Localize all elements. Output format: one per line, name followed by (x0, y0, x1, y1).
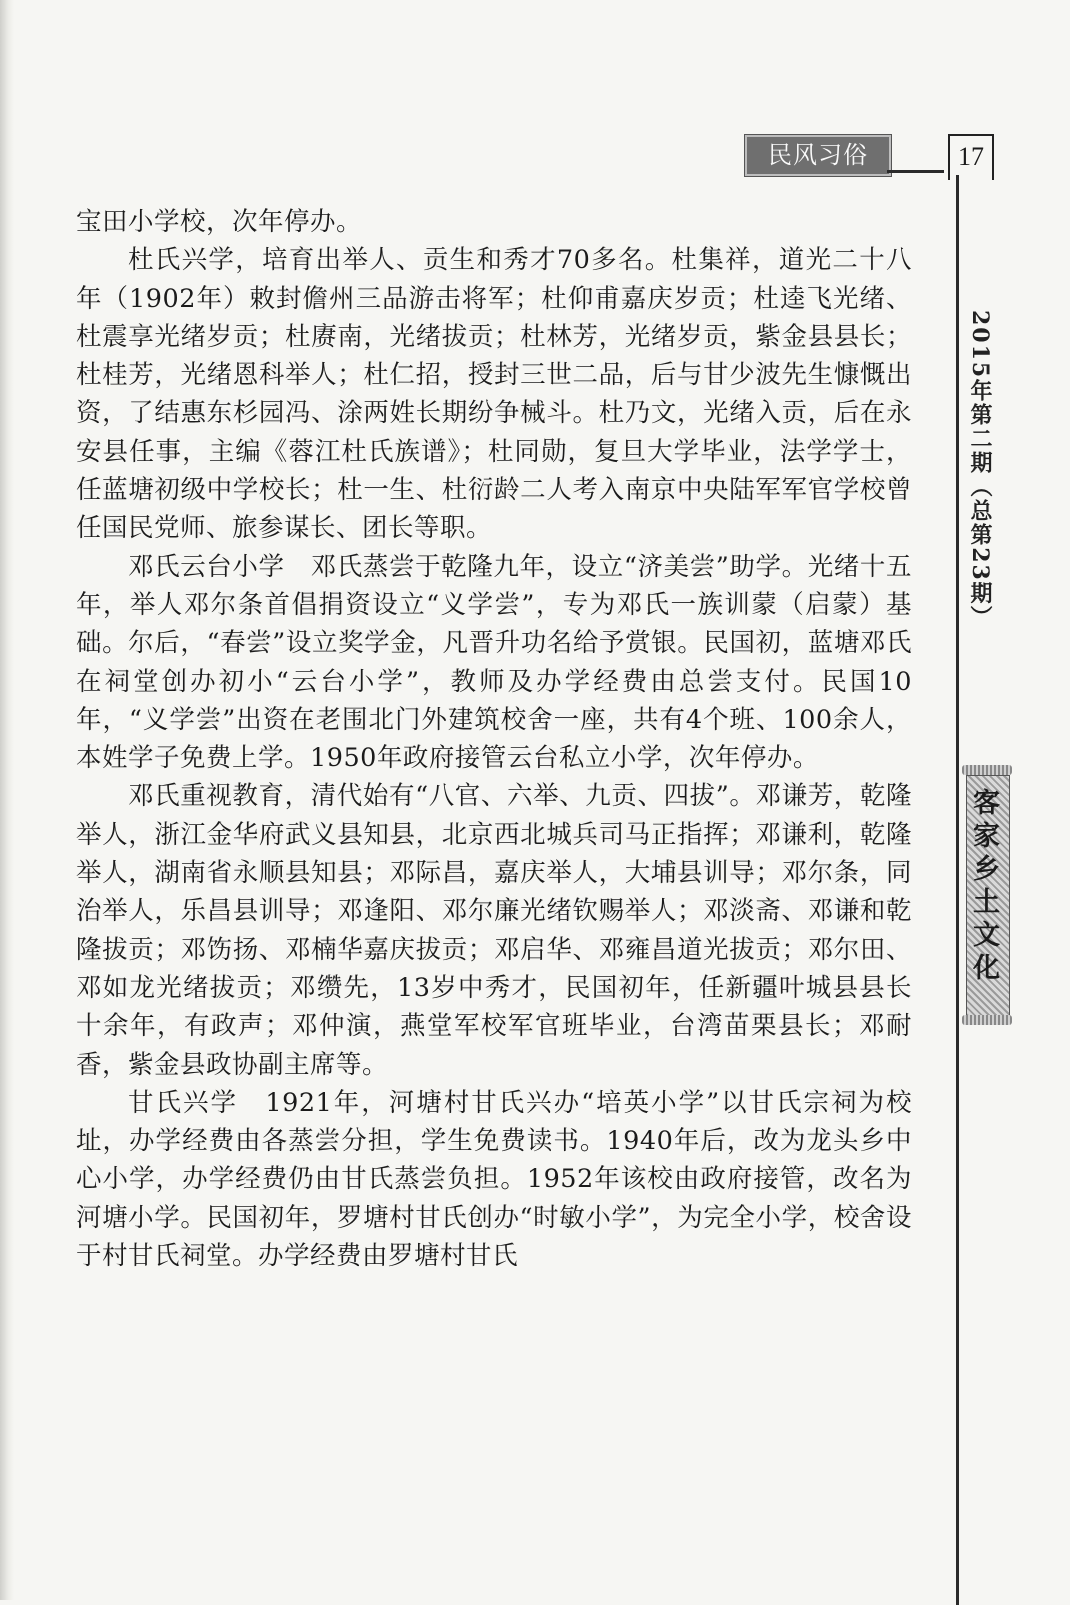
banner-roll-bottom (962, 1015, 1012, 1025)
paragraph: 宝田小学校，次年停办。 (76, 207, 363, 237)
paragraph: 邓氏云台小学 邓氏蒸尝于乾隆九年，设立“济美尝”助学。光绪十五年，举人邓尔条首倡捐资设立“义学尝”，专为邓氏一族训蒙（启蒙）基础。尔后，“春尝”设立奖学金，凡晋升功名给予赏银。民国初，蓝塘邓氏在祠堂创办初小“云台小学”，教师及办学经费由总尝支付。民国10年，“义学尝”出资在老围北门外建筑校舍一座，共有4个班、100余人，本姓学子免费上学。1950年政府接管云台私立小学，次年停办。 (76, 551, 912, 774)
paragraph: 邓氏重视教育，清代始有“八官、六举、九贡、四拔”。邓谦芳，乾隆举人，浙江金华府武义县知县，北京西北城兵司马正指挥；邓谦利，乾隆举人，湖南省永顺县知县；邓际昌，嘉庆举人，大埔县训导；邓尔条，同治举人，乐昌县训导；邓逢阳、邓尔廉光绪钦赐举人；邓淡斋、邓谦和乾隆拔贡；邓饬扬、邓楠华嘉庆拔贡；邓启华、邓雍昌道光拔贡；邓尔田、邓如龙光绪拔贡；邓缵先，13岁中秀才，民国初年，任新疆叶城县县长十余年，有政声；邓仲演，燕堂军校军官班毕业，台湾苗栗县长；邓耐香，紫金县政协副主席等。 (76, 781, 912, 1080)
paragraph: 甘氏兴学 1921年，河塘村甘氏兴办“培英小学”以甘氏宗祠为校址，办学经费由各蒸尝分担，学生免费读书。1940年后，改为龙头乡中心小学，办学经费仍由甘氏蒸尝负担。1952年该校由政府接管，改名为河塘小学。民国初年，罗塘村甘氏创办“时敏小学”，为完全小学，校舍设于村甘氏祠堂。办学经费由罗塘村甘氏 (76, 1087, 912, 1272)
header-rule (887, 170, 944, 173)
issue-info: 2015年第二期（总第23期） (967, 310, 993, 630)
article-body (76, 203, 912, 1275)
banner-calligraphy-text: 客家乡土文化 (968, 788, 999, 986)
section-label: 民风习俗 (745, 135, 891, 176)
paragraph: 杜氏兴学，培育出举人、贡生和秀才70多名。杜集祥，道光二十八年（1902年）敕封儋州三品游击将军；杜仰甫嘉庆岁贡；杜逵飞光绪、杜震享光绪岁贡；杜赓南，光绪拔贡；杜林芳，光绪岁贡，紫金县县长；杜桂芳，光绪恩科举人；杜仁招，授封三世二品，后与甘少波先生慷慨出资，了结惠东杉园冯、涂两姓长期纷争械斗。杜乃文，光绪入贡，后在永安县任事，主编《蓉江杜氏族谱》；杜同勋，复旦大学毕业，法学学士，任蓝塘初级中学校长；杜一生、杜衍龄二人考入南京中央陆军军官学校曾任国民党师、旅参谋长、团长等职。 (76, 245, 912, 544)
calligraphy-banner (962, 765, 1012, 1025)
page-number: 17 (948, 134, 994, 180)
right-margin-rule (956, 175, 959, 1605)
page-edge-shadow (0, 0, 14, 1600)
banner-roll-top (962, 765, 1012, 775)
banner-body (966, 775, 1010, 1017)
